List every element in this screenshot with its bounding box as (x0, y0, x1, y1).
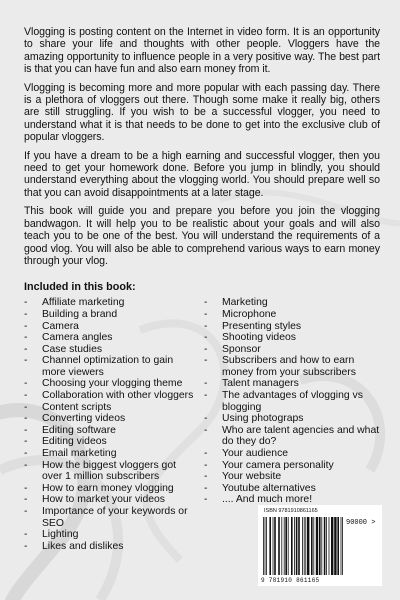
barcode-bar (331, 517, 333, 575)
barcode-bar (291, 517, 293, 575)
barcode-bar (341, 517, 342, 575)
barcode-bar (302, 517, 303, 575)
list-item: - Affiliate marketing (24, 297, 196, 309)
barcode-bar (288, 517, 289, 575)
list-item: - Case studies (24, 344, 196, 356)
list-item: - Converting videos (24, 413, 196, 425)
list-item: - Camera angles (24, 332, 196, 344)
list-item: - Importance of your keywords or SEO (24, 506, 196, 529)
list-item: - Sponsor (204, 344, 380, 356)
barcode-bar (274, 517, 276, 575)
list-item: - Content scripts (24, 402, 196, 414)
list-item: - Building a brand (24, 309, 196, 321)
barcode-bar (329, 517, 330, 575)
list-item: - Microphone (204, 309, 380, 321)
barcode-bar (281, 517, 282, 575)
barcode-box (258, 505, 382, 586)
barcode-bar (316, 517, 318, 575)
description-paragraph-1: Vlogging is posting content on the Internet in video form. It is an opportunity to share your life and thoughts with other people. Vloggers have the amazing opportunity to influence people in a very positive way. The best part is that you can have fun and also earn money from it. (24, 26, 380, 76)
list-item: - How the biggest vloggers got over 1 million subscribers (24, 460, 196, 483)
list-item: - Your website (204, 471, 380, 483)
barcode-bar (324, 517, 326, 575)
description-paragraph-3: If you have a dream to be a high earning and successful vlogger, then you need to get your homework done. Before you jump in blindly, you should understand everything about the vlogging world. You should prepare well so that you can avoid disappointments at a later stage. (24, 149, 380, 199)
list-item: - Your audience (204, 448, 380, 460)
barcode-bar (307, 517, 309, 575)
list-item: - Channel optimization to gain more viewers (24, 355, 196, 378)
list-item: - Lighting (24, 529, 196, 541)
barcode-bar (296, 517, 298, 575)
list-item: - Youtube alternatives (204, 483, 380, 495)
barcode-bar (305, 517, 306, 575)
barcode-bar (319, 517, 321, 575)
list-item: - Presenting styles (204, 321, 380, 333)
barcode-bar (294, 517, 295, 575)
barcode-bar (321, 517, 322, 575)
barcode-bar (313, 517, 314, 575)
list-item: - Likes and dislikes (24, 541, 196, 553)
list-item: - Who are talent agencies and what do they do? (204, 425, 380, 448)
barcode-bar (337, 517, 339, 575)
included-list-left (24, 297, 196, 552)
list-item: - Subscribers and how to earn money from your subscribers (204, 355, 380, 378)
back-cover-text (24, 26, 380, 552)
barcode-image (263, 517, 343, 577)
description-paragraph-4: This book will guide you and prepare you before you join the vlogging bandwagon. It will help you to be realistic about your goals and will also teach you to be one of the best. You will understand the requirements of a good vlog. You will also be able to comprehend various ways to earn money through your vlog. (24, 205, 380, 267)
list-item: - Editing videos (24, 436, 196, 448)
barcode-bar (285, 517, 287, 575)
list-item: - How to market your videos (24, 494, 196, 506)
barcode-bar (334, 517, 336, 575)
list-item: - Talent managers (204, 378, 380, 390)
isbn-label: ISBN 9781910861165 (264, 508, 318, 514)
list-item: - Editing software (24, 425, 196, 437)
barcode-bar (278, 517, 280, 575)
barcode-bar (298, 517, 300, 575)
barcode-bar (273, 517, 274, 575)
included-heading: Included in this book: (24, 281, 136, 294)
list-item: - Choosing your vlogging theme (24, 378, 196, 390)
barcode-bar (265, 517, 266, 575)
list-item: - Camera (24, 321, 196, 333)
barcode-bar (263, 517, 264, 575)
description-paragraph-2: Vlogging is becoming more and more popular with each passing day. There is a plethora of vloggers out there. Though some make it really big, others are still struggling. If you wish to be a successful vlogger, you need to understand what it is that needs to be done to get into the exclusive club of popular vloggers. (24, 81, 380, 144)
list-item: - Collaboration with other vloggers (24, 390, 196, 402)
list-item: - How to earn money vlogging (24, 483, 196, 495)
barcode-bar (304, 517, 305, 575)
list-item: - Your camera personality (204, 460, 380, 472)
barcode-digits: 9 781910 861165 (261, 577, 320, 584)
list-item: - Email marketing (24, 448, 196, 460)
list-item: - The advantages of vlogging vs blogging (204, 390, 380, 413)
list-item: - .... And much more! (204, 494, 380, 506)
barcode-bar (342, 517, 343, 575)
list-item: - Shooting videos (204, 332, 380, 344)
price-code: 90000 > (346, 519, 376, 527)
barcode-bar (326, 517, 327, 575)
list-item: - Marketing (204, 297, 380, 309)
barcode-bar (266, 517, 267, 575)
barcode-bar (284, 517, 285, 575)
barcode-bar (311, 517, 313, 575)
barcode-bar (269, 517, 271, 575)
list-item: - Using photograps (204, 413, 380, 425)
